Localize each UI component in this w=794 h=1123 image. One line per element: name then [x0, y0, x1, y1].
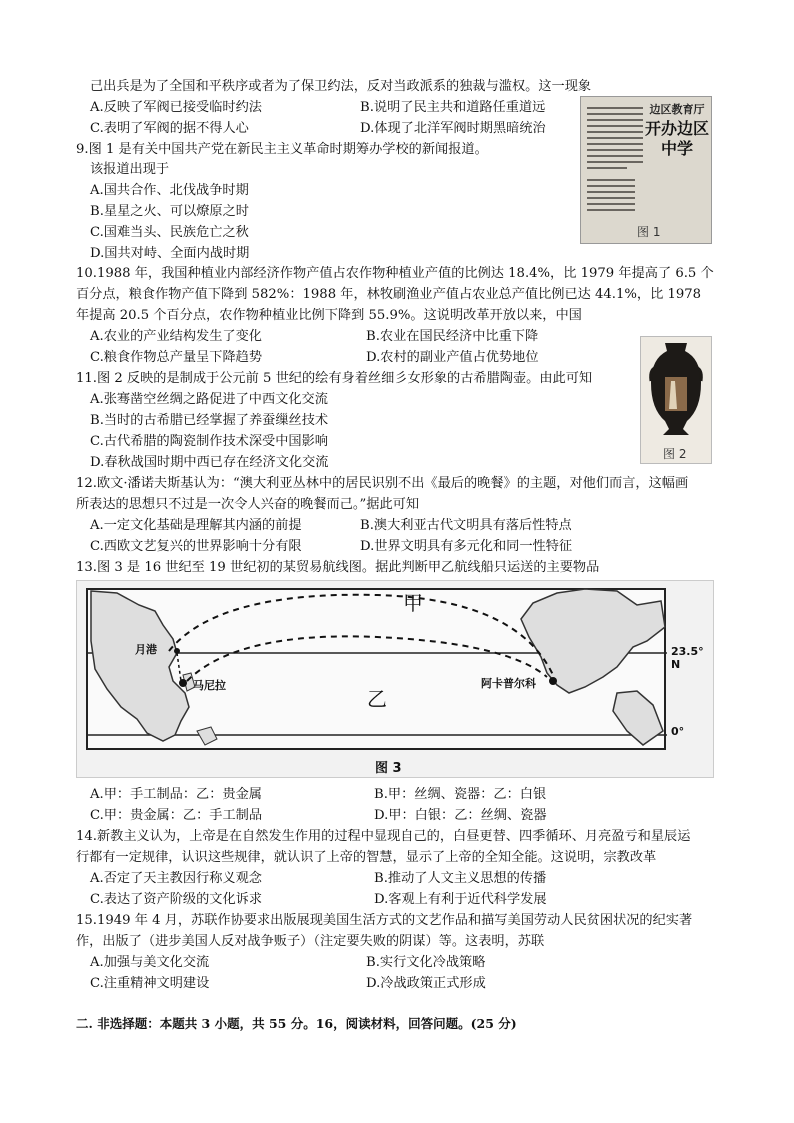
q15-stem-1: 15.1949 年 4 月，苏联作协要求出版展现美国生活方式的文艺作品和描写美国劳动人民贫困状况的纪实著 — [76, 913, 693, 928]
q9-option-d[interactable]: D.国共对峙、全面内战时期 — [90, 246, 250, 261]
q9-option-c[interactable]: C.国难当头、民族危亡之秋 — [90, 225, 249, 240]
section-2-heading: 二. 非选择题：本题共 3 小题，共 55 分。16，阅读材料，回答问题。(25 分) — [76, 1016, 517, 1031]
q11-option-d[interactable]: D.春秋战国时期中西已存在经济文化交流 — [90, 455, 329, 470]
newspaper-headline-small: 边区教育厅 — [649, 103, 705, 116]
q12-option-d[interactable]: D.世界文明具有多元化和同一性特征 — [360, 539, 573, 554]
q15-option-b[interactable]: B.实行文化冷战策略 — [366, 955, 486, 970]
equator-label: 0° — [671, 725, 685, 738]
q10-stem-2: 百分点，粮食作物产值下降到 582%：1988 年，林牧刷渔业产值占农业总产值比例已达 44.1%，比 1978 — [76, 287, 702, 302]
latitude-label: 23.5° N — [671, 645, 704, 671]
q12-stem-2: 所表达的思想只不过是一次令人兴奋的晚餐而己。”据此可知 — [76, 497, 420, 512]
q14-option-a[interactable]: A.否定了天主教因行称义观念 — [90, 871, 262, 886]
figure-3-caption: 图 3 — [375, 761, 402, 776]
q14-option-b[interactable]: B.推动了人文主义思想的传播 — [374, 871, 547, 886]
figure-1-newspaper-clipping — [580, 96, 712, 244]
q15-option-d[interactable]: D.冷战政策正式形成 — [366, 976, 486, 991]
q9-stem: 9.图 1 是有关中国共产党在新民主主义革命时期筹办学校的新闻报道。 — [76, 142, 488, 157]
q14-option-c[interactable]: C.表达了资产阶级的文化诉求 — [90, 892, 263, 907]
q10-option-d[interactable]: D.农村的副业产值占优势地位 — [366, 350, 539, 365]
q15-option-c[interactable]: C.注重精神文明建设 — [90, 976, 210, 991]
q8-stem-tail: 己出兵是为了全国和平秩序或者为了保卫约法，反对当政派系的独裁与滥权。这一现象 — [90, 79, 592, 94]
q12-option-a[interactable]: A.一定文化基础是理解其内涵的前提 — [90, 518, 302, 533]
q8-option-d[interactable]: D.体现了北洋军阀时期黑暗统治 — [360, 121, 546, 136]
figure-1-caption: 图 1 — [637, 225, 661, 239]
q8-option-c[interactable]: C.表明了军阀的据不得人心 — [90, 121, 249, 136]
q13-option-d[interactable]: D.甲：白银：乙：丝绸、瓷器 — [374, 808, 547, 823]
q13-option-a[interactable]: A.甲：手工制品：乙：贵金属 — [90, 787, 262, 802]
vase-image — [641, 337, 711, 445]
q12-stem-1: 12.欧文·潘诺夫斯基认为：“澳大利亚丛林中的居民识别不出《最后的晚餐》的主题，对他们而言，这幅画 — [76, 476, 689, 491]
q8-option-b[interactable]: B.说明了民主共和道路任重道远 — [360, 100, 546, 115]
q14-option-d[interactable]: D.客观上有利于近代科学发展 — [374, 892, 547, 907]
figure-2-caption: 图 2 — [663, 447, 687, 461]
q10-stem-3: 年提高 20.5 个百分点，农作物种植业比例下降到 55.9%。这说明改革开放以来，中国 — [76, 308, 582, 323]
q13-stem: 13.图 3 是 16 世纪至 19 世纪初的某贸易航线图。据此判断甲乙航线船只运送的主要物品 — [76, 560, 600, 575]
figure-3-trade-route-map — [76, 580, 714, 778]
q10-option-b[interactable]: B.农业在国民经济中比重下降 — [366, 329, 539, 344]
figure-2-greek-vase — [640, 336, 712, 464]
q13-option-c[interactable]: C.甲：贵金属：乙：手工制品 — [90, 808, 263, 823]
q11-option-c[interactable]: C.古代希腊的陶瓷制作技术深受中国影响 — [90, 434, 328, 449]
q11-stem: 11.图 2 反映的是制成于公元前 5 世纪的绘有身着丝细彡女形象的古希腊陶壶。由此可知 — [76, 371, 593, 386]
q14-stem-1: 14.新教主义认为，上帝是在自然发生作用的过程中显现自己的，白昼更替、四季循环、月亮盈亏和星辰运 — [76, 829, 691, 844]
route-jia-label: 甲 — [403, 591, 423, 615]
manila-label: 马尼拉 — [193, 679, 226, 692]
q15-stem-2: 作，出版了（进步美国人反对战争贩子）（注定要失败的阴谋）等。这表明，苏联 — [76, 934, 545, 949]
q12-option-c[interactable]: C.西欧文艺复兴的世界影响十分有限 — [90, 539, 302, 554]
q11-option-b[interactable]: B.当时的古希腊已经掌握了养蚕缫丝技术 — [90, 413, 329, 428]
route-yi-label: 乙 — [367, 687, 387, 711]
newspaper-headline-big: 开办边区中学 — [645, 119, 710, 158]
acapulco-label: 阿卡普尔科 — [481, 677, 536, 690]
q9-option-b[interactable]: B.星星之火、可以燎原之时 — [90, 204, 249, 219]
q14-stem-2: 行都有一定规律，认识这些规律，就认识了上帝的智慧，显示了上帝的全知全能。这说明，宗教改革 — [76, 850, 657, 865]
q15-option-a[interactable]: A.加强与美文化交流 — [90, 955, 210, 970]
q10-stem-1: 10.1988 年，我国种植业内部经济作物产值占农作物种植业产值的比例达 18.4%，比 1979 年提高了 6.5 个 — [76, 266, 714, 281]
q9-option-a[interactable]: A.国共合作、北伐战争时期 — [90, 183, 249, 198]
q12-option-b[interactable]: B.澳大利亚古代文明具有落后性特点 — [360, 518, 572, 533]
q9-stem-2: 该报道出现于 — [90, 162, 170, 177]
map-image — [77, 581, 713, 777]
q13-option-b[interactable]: B.甲：丝绸、瓷器：乙：白银 — [374, 787, 547, 802]
q10-option-a[interactable]: A.农业的产业结构发生了变化 — [90, 329, 262, 344]
q8-option-a[interactable]: A.反映了军阀已接受临时约法 — [90, 100, 262, 115]
yuegang-label: 月港 — [135, 643, 157, 656]
q11-option-a[interactable]: A.张骞凿空丝绸之路促进了中西文化交流 — [90, 392, 328, 407]
q10-option-c[interactable]: C.粮食作物总产量呈下降趋势 — [90, 350, 263, 365]
